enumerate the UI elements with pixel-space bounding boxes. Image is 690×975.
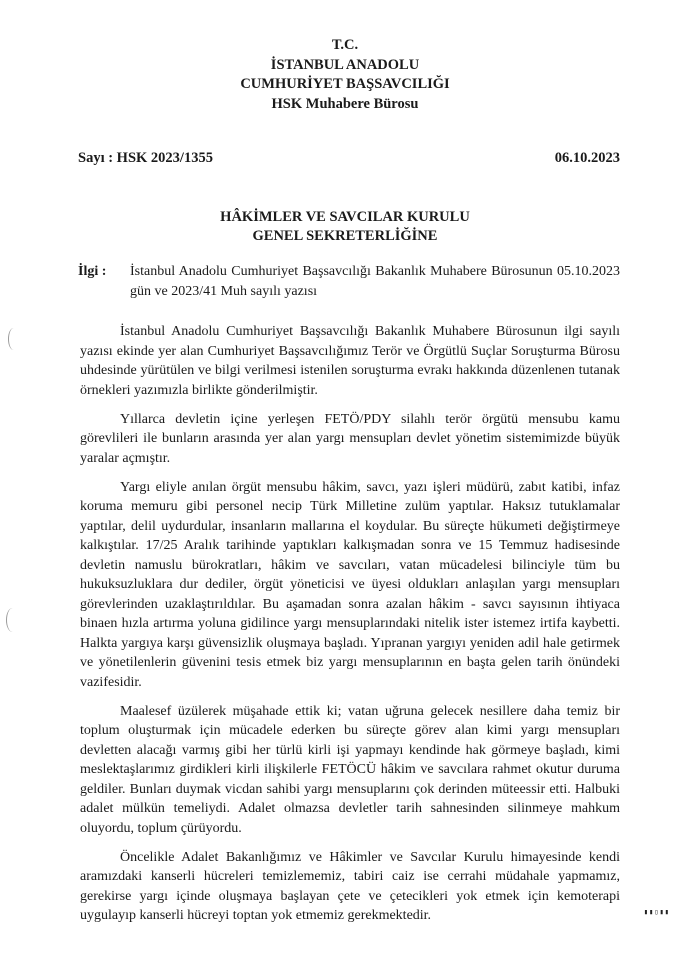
- subject-text: İstanbul Anadolu Cumhuriyet Başsavcılığı Bakanlık Muhabere Bürosunun 05.10.2023 gün ve 2023/41 Muh sayılı yazısı: [130, 264, 620, 299]
- letterhead-unit: HSK Muhabere Bürosu: [271, 95, 419, 112]
- reference-number: Sayı : HSK 2023/1355: [78, 150, 213, 166]
- letterhead-city: İSTANBUL ANADOLU: [270, 56, 420, 73]
- subject-reference: [78, 262, 620, 302]
- paragraph-2: Yıllarca devletin içine yerleşen FETÖ/PDY silahlı terör örgütü mensubu kamu görevlileri ile bunların arasında yer alan yargı mensupları devlet yönetim sistemimizde büyük yaralar açmıştır.: [80, 411, 620, 466]
- page-corner-mark: ▮▮▯▮▮: [643, 908, 670, 916]
- letterhead-country: T.C.: [331, 37, 359, 53]
- paragraph-3: Yargı eliyle anılan örgüt mensubu hâkim, savcı, yazı işleri müdürü, zabıt katibi, infaz koruma memuru gibi personel necip Türk Milletine zulüm yaptılar. Haksız tutuklamalar yaptılar, delil uydurdular, insanların mallarına el koydular. Bu süreçte hükumeti değiştirmeye kalkıştılar. 17/25 Aralık tarihinde yaptıkları kalkışmadan sonra ve 15 Temmuz hadisesinde devletin namuslu bürokratları, hâkim ve savcıları, vatan mücadelesi bilinciyle tüm bu hukuksuzluklara dur dediler, örgüt yöneticisi ve üyesi oldukları anlaşılan yargı mensupları görevlerinden uzaklaştırıldılar. Bu aşamadan sonra azalan hâkim - savcı sayısının ihtiyaca binaen hızla artırma yoluna gidilince yargı mensuplarındaki nitelik ister istemez irtifa kaybetti. Halkta yargıya karşı güvensizlik oluşmaya başladı. Yıpranan yargıyı yeniden adil hale getirmek ve yönetilenlerin güvenini tesis etmek biz yargı mensuplarının en başta gelen tarih önündeki vazifesidir.: [80, 479, 620, 690]
- paragraph-4: Maalesef üzülerek müşahade ettik ki; vatan uğruna gelecek nesillere daha temiz bir toplum oluşturmak için mücadele ederken bu süreçte görev alan kimi yargı mensupları devletten alacağı varmış gibi her türlü kirli işi yapmayı kendinde hak görmeye başladı, kimi meslektaşlarımız girdikleri kirli ilişkilerle FETÖCÜ hâkim ve savcılara rahmet okutur duruma geldiler. Bunları duymak vicdan sahibi yargı mensuplarını çok derinden müteessir etti. Halbuki adalet mülkün temeliydi. Adalet olmazsa devletler tarih sahnesinden silinmeye mahkum oluyordu, toplum çürüyordu.: [80, 703, 620, 836]
- document-meta: [78, 150, 620, 167]
- letter-body: [80, 322, 620, 935]
- addressee-line-1: HÂKİMLER VE SAVCILAR KURULU: [220, 209, 470, 225]
- letterhead: [0, 36, 690, 114]
- punch-hole-mark: [6, 608, 19, 632]
- document-date: 06.10.2023: [554, 150, 620, 166]
- paragraph-5: Öncelikle Adalet Bakanlığımız ve Hâkimler ve Savcılar Kurulu himayesinde kendi aramızdaki kanserli hücreleri temizlememiz, tabiri caiz ise cerrahi müdahale yapmamız, gerekirse yargı içinde oluşmaya başlayan çete ve çetecikleri yok etmek için kemoterapi uygulayıp kanserli hücreyi toptan yok etmemiz gerekmektedir.: [80, 849, 620, 923]
- punch-hole-mark: [8, 328, 19, 350]
- subject-label: İlgi :: [78, 264, 107, 279]
- paragraph-1: İstanbul Anadolu Cumhuriyet Başsavcılığı Bakanlık Muhabere Bürosunun ilgi sayılı yazısı ekinde yer alan Cumhuriyet Başsavcılığımız Terör ve Örgütlü Suçlar Soruşturma Bürosu uhdesinde yürütülen ve bilgi verilmesi istenilen soruşturma evrakı hakkında düzenlenen tutanak örnekleri yazımızla birlikte gönderilmiştir.: [80, 324, 620, 398]
- addressee-line-2: GENEL SEKRETERLİĞİNE: [252, 228, 438, 244]
- addressee: [0, 208, 690, 246]
- letterhead-institution: CUMHURİYET BAŞSAVCILIĞI: [240, 76, 450, 92]
